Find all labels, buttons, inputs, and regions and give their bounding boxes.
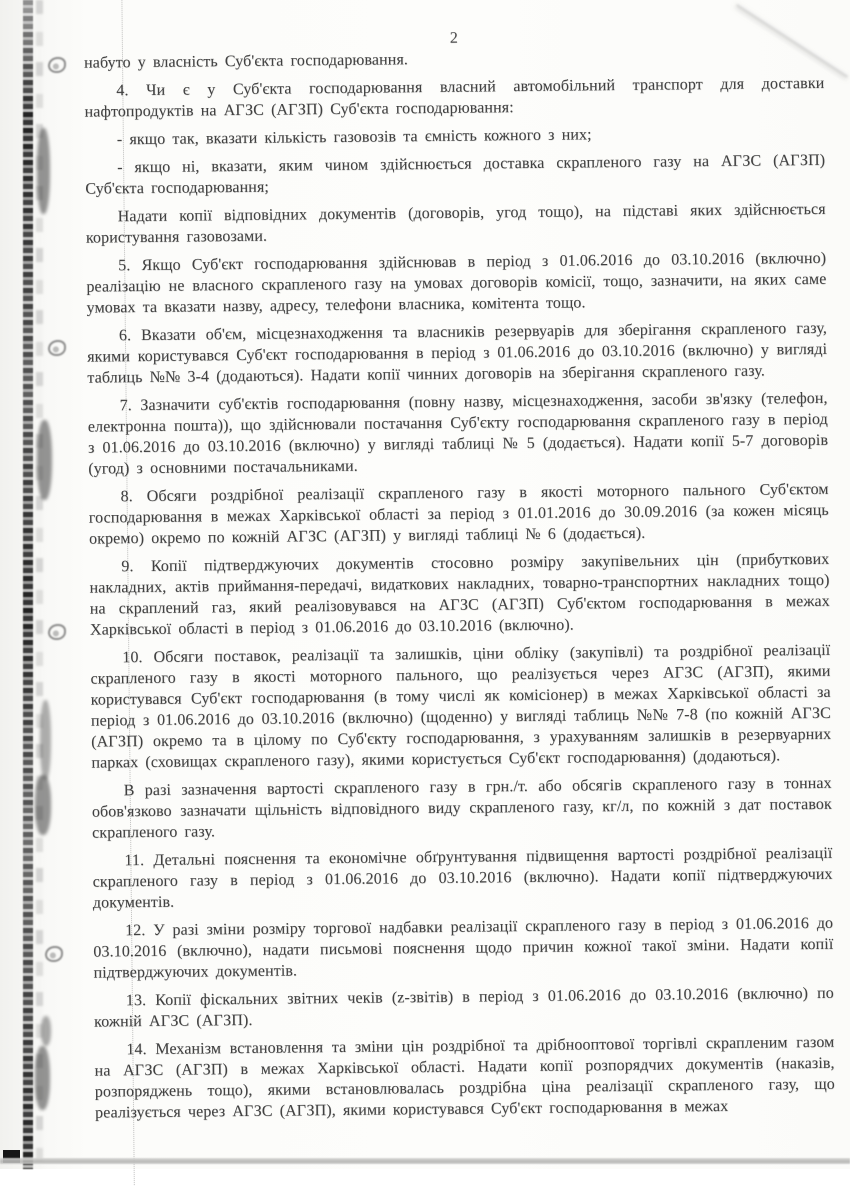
paragraph: 8. Обсяги роздрібної реалізації скрапленого газу в якості моторного пального Суб'єктом господарювання в межах Харківської області за період з 01.01.2016 до 30.09.2016 (за кожен місяць окремо) окремо по кожній АГЗС (АГЗП) у вигляді таблиці № 6 (додається).: [88, 480, 829, 548]
paragraph: Надати копії відповідних документів (договорів, угод тощо), на підставі яких здійснюється користування газовозами.: [85, 200, 826, 247]
paragraph: 11. Детальні пояснення та економічне обґрунтування підвищення вартості роздрібної реалізації скрапленого газу в період з 01.06.2016 до 03.10.2016 (включно). Надати копії підтверджуючих документів.: [92, 844, 833, 912]
scan-bottom-edge: [0, 1158, 850, 1164]
paragraph: 9. Копії підтверджуючих документів стосовно розміру закупівельних цін (прибуткових накладних, актів приймання-передачі, видаткових накладних, товарно-транспортних накладних тощо) на скраплений газ, який реалізовувався на АГЗС (АГЗП) Суб'єктом господарювання в межах Харківської області в період з 01.06.2016 до 03.10.2016 (включно).: [89, 550, 830, 639]
paragraph: - якщо так, вказати кількість газовозів та ємність кожного з них;: [116, 126, 592, 149]
page-number: 2: [449, 29, 458, 47]
paragraph: 6. Вказати об'єм, місцезнаходження та власників резервуарів для зберігання скрапленого газу, якими користувався Суб'єкт господарювання в період з 01.06.2016 до 03.10.2016 (включно) у вигляді таблиць №№ 3-4 (додаються). Надати копії чинних договорів на зберігання скрапленого газу.: [87, 319, 828, 387]
paragraph: 5. Якщо Суб'єкт господарювання здійснював в період з 01.06.2016 до 03.10.2016 (включно) реалізацію не власного скрапленого газу на умовах договорів комісії, тощо, зазначити, на яких саме умовах та вказати назву, адресу, телефони власника, комітента тощо.: [86, 249, 827, 317]
paragraph: набуто у власність Суб'єкта господарювання.: [83, 51, 409, 72]
paragraph: 12. У разі зміни розміру торгової надбавки реалізації скрапленого газу в період з 01.06.2016 до 03.10.2016 (включно), надати письмові пояснення щодо причин кожної такої зміни. Надати копії підтверджуючих документів.: [93, 914, 834, 982]
paragraph: 7. Зазначити суб'єктів господарювання (повну назву, місцезнаходження, засоби зв'язку (телефон, електронна пошта)), що здійснювали постачання Суб'єкту господарювання скрапленого газу в період з 01.06.2016 до 03.10.2016 (включно) у вигляді таблиці № 5 (додається). Надати копії 5-7 договорів (угод) з основними постачальниками.: [87, 389, 829, 478]
paragraph: В разі зазначення вартості скрапленого газу в грн./т. або обсягів скрапленого газу в тоннах обов'язково зазначати щільність відповідного виду скрапленого газу, кг/л, по кожній з дат поставок скрапленого газу.: [91, 774, 832, 842]
paragraph: 4. Чи є у Суб'єкта господарювання власний автомобільний транспорт для доставки нафтопродуктів на АГЗС (АГЗП) Суб'єкта господарювання:: [84, 74, 825, 121]
document-text: [84, 45, 835, 1124]
paragraph: 10. Обсяги поставок, реалізації та залишків, ціни обліку (закупівлі) та роздрібної реалізації скрапленого газу в якості моторного пального, що реалізується через АГЗС (АГЗП), якими користувався Суб'єкт господарювання (в тому числі як комісіонер) в межах Харківської області за період з 01.06.2016 до 03.10.2016 (включно) (щоденно) у вигляді таблиць №№ 7-8 (по кожній АГЗС (АГЗП) окремо та в цілому по Суб'єкту господарювання, з урахуванням залишків в резервуарних парках (сховищах скрапленого газу), якими користується Суб'єкт господарювання) (додаються).: [90, 641, 832, 772]
paragraph: - якщо ні, вказати, яким чином здійснюється доставка скрапленого газу на АГЗС (АГЗП) Суб'єкта господарювання;: [85, 151, 826, 198]
paragraph: 13. Копії фіскальних звітних чеків (z-звітів) в період з 01.06.2016 до 03.10.2016 (включно) по кожній АГЗС (АГЗП).: [94, 984, 834, 1031]
paragraph: 14. Механізм встановлення та зміни цін роздрібної та дрібнооптової торгівлі скрапленим газом на АГЗС (АГЗП) в межах Харківської області. Надати копії розпорядчих документів (наказів, розпоряджень тощо), якими встановлювалась роздрібна ціна реалізації скрапленого газу, що реалізується через АГЗС (АГЗП), якими користувався Суб'єкт господарювання в межах: [94, 1033, 835, 1122]
